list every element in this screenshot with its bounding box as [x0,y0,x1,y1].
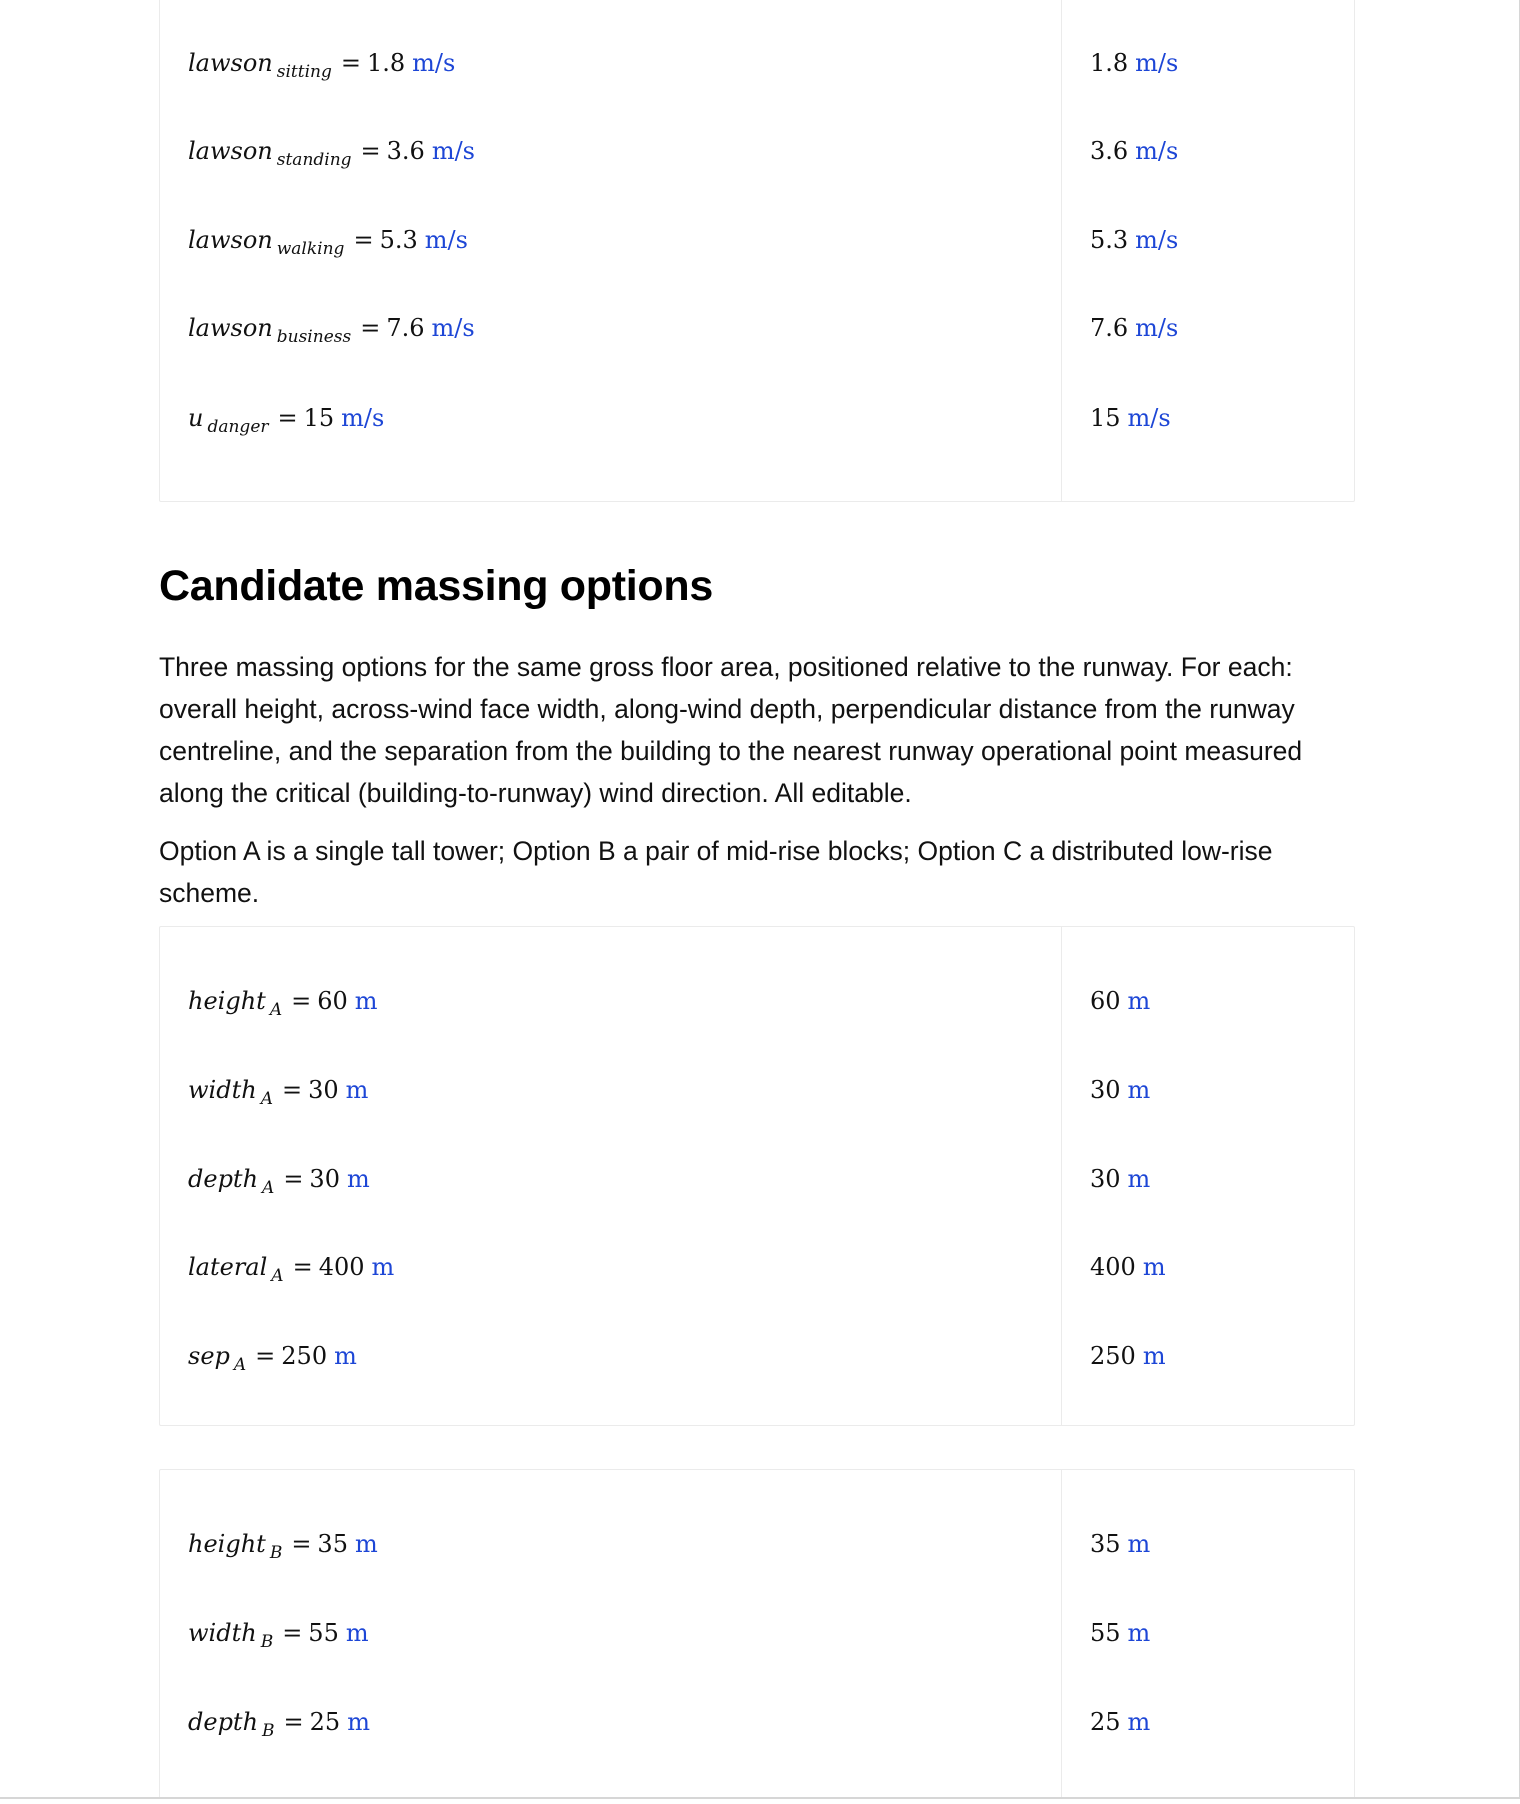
variable-subscript: standing [276,150,352,170]
unit-link[interactable]: m [346,1165,370,1193]
variable-name: height [188,987,266,1015]
variable-name: lateral [188,1253,268,1281]
result-value: 55 [1090,1619,1121,1647]
variable-subscript: danger [207,417,269,437]
unit-link[interactable]: m [334,1342,357,1370]
result-unit[interactable]: m/s [1135,137,1179,165]
equation-formula [188,137,475,170]
unit-link[interactable]: m/s [341,404,385,432]
equation-result [1090,1708,1150,1736]
equals-sign: = [360,137,381,165]
unit-link[interactable]: m [354,1530,378,1558]
result-value: 1.8 [1090,49,1129,77]
variable-name: u [188,404,204,432]
equals-sign: = [255,1342,276,1370]
equation-result [1090,49,1178,77]
variable-name: depth [188,1165,259,1193]
unit-link[interactable]: m [345,1076,369,1104]
equation-row-lawson-business[interactable] [160,300,1354,356]
variable-subscript: A [262,1178,275,1198]
equation-result [1090,1076,1150,1104]
equation-row-height-b[interactable] [160,1516,1354,1572]
equation-formula [188,226,468,259]
equation-row-lawson-standing[interactable] [160,123,1354,179]
equals-sign: = [292,1253,313,1281]
variable-name: lawson [188,226,273,254]
value: 250 [281,1342,328,1370]
result-value: 250 [1090,1342,1136,1370]
value: 400 [318,1253,365,1281]
equals-sign: = [360,314,381,342]
result-unit[interactable]: m/s [1135,314,1179,342]
equation-formula [188,49,456,82]
equation-formula [188,1708,370,1741]
result-value: 5.3 [1090,226,1129,254]
variable-subscript: walking [276,239,345,259]
value: 25 [309,1708,341,1736]
equation-row-width-b[interactable] [160,1605,1354,1661]
equation-row-lawson-sitting[interactable] [160,35,1354,91]
equation-result [1090,226,1178,254]
option-a-block [159,926,1355,1426]
variable-name: depth [188,1708,259,1736]
result-value: 15 [1090,404,1121,432]
result-unit[interactable]: m [1127,1165,1151,1193]
unit-link[interactable]: m [354,987,378,1015]
unit-link[interactable]: m [345,1619,369,1647]
equation-row-u-danger[interactable] [160,390,1354,446]
equation-result [1090,404,1171,432]
option-b-block [159,1469,1355,1799]
variable-name: sep [188,1342,230,1370]
result-unit[interactable]: m [1127,1076,1151,1104]
equation-result [1090,987,1150,1015]
equals-sign: = [291,1530,312,1558]
result-unit[interactable]: m/s [1135,49,1179,77]
equation-result [1090,1253,1166,1281]
result-value: 30 [1090,1165,1121,1193]
equals-sign: = [291,987,312,1015]
unit-link[interactable]: m [371,1253,395,1281]
section-heading: Candidate massing options [159,562,713,610]
result-unit[interactable]: m/s [1127,404,1171,432]
equals-sign: = [281,1076,303,1104]
unit-link[interactable]: m/s [424,226,468,254]
result-value: 3.6 [1090,137,1129,165]
equation-row-lateral-a[interactable] [160,1239,1354,1295]
equation-row-depth-b[interactable] [160,1694,1354,1750]
equals-sign: = [277,404,298,432]
result-value: 400 [1090,1253,1136,1281]
equation-formula [188,314,475,347]
equation-formula [188,1165,370,1198]
value: 7.6 [386,314,425,342]
unit-link[interactable]: m [347,1708,370,1736]
unit-link[interactable]: m/s [431,314,475,342]
equation-row-depth-a[interactable] [160,1151,1354,1207]
result-unit[interactable]: m [1127,1619,1151,1647]
variable-subscript: sitting [276,62,332,82]
result-value: 25 [1090,1708,1121,1736]
value: 35 [317,1530,348,1558]
result-value: 30 [1090,1076,1121,1104]
equation-result [1090,314,1178,342]
unit-link[interactable]: m/s [412,49,456,77]
variable-name: lawson [188,137,273,165]
variable-name: width [188,1619,257,1647]
result-value: 35 [1090,1530,1121,1558]
variable-subscript: A [269,1000,283,1020]
equation-row-sep-a[interactable] [160,1328,1354,1384]
equals-sign: = [283,1165,304,1193]
variable-subscript: B [262,1721,275,1741]
equals-sign: = [340,49,361,77]
equation-formula [188,1076,369,1109]
value: 60 [317,987,348,1015]
result-unit[interactable]: m [1142,1253,1166,1281]
result-unit[interactable]: m/s [1135,226,1179,254]
options-paragraph: Option A is a single tall tower; Option B a pair of mid-rise blocks; Option C a distributed low-rise scheme. [159,836,1273,908]
equals-sign: = [283,1708,304,1736]
value: 30 [308,1076,339,1104]
variable-subscript: A [233,1355,247,1375]
result-unit[interactable]: m [1142,1342,1166,1370]
value: 3.6 [386,137,425,165]
equation-formula [188,1342,357,1375]
value: 1.8 [366,49,406,77]
value: 30 [309,1165,340,1193]
value: 55 [308,1619,339,1647]
equation-result [1090,1619,1150,1647]
variable-subscript: B [269,1543,283,1563]
equation-row-height-a[interactable] [160,973,1354,1029]
equals-sign: = [282,1619,303,1647]
value: 15 [303,404,335,432]
variable-name: width [188,1076,257,1104]
result-value: 7.6 [1090,314,1129,342]
equation-formula [188,1530,378,1563]
equation-result [1090,1530,1150,1558]
variable-subscript: A [260,1089,273,1109]
equation-formula [188,1619,369,1652]
wind-criteria-block [159,0,1355,502]
value: 5.3 [379,226,418,254]
equation-result [1090,1165,1150,1193]
equation-formula [188,404,385,437]
result-value: 60 [1090,987,1121,1015]
equation-result [1090,1342,1166,1370]
intro-paragraph: Three massing options for the same gross floor area, positioned relative to the runway. For each: overall height, across-wind face width, along-wind depth, perpendicular distance from the runway centreline, and the separation from the building to the nearest runway operational point measured along the critical (building-to-runway) wind direction. All editable. [159,652,1303,808]
equation-row-width-a[interactable] [160,1062,1354,1118]
result-unit[interactable]: m [1127,1530,1151,1558]
equation-formula [188,987,378,1020]
result-unit[interactable]: m [1127,1708,1151,1736]
result-unit[interactable]: m [1127,987,1151,1015]
variable-subscript: B [260,1632,274,1652]
variable-subscript: A [271,1266,284,1286]
variable-name: lawson [188,49,273,77]
equation-formula [188,1253,395,1286]
variable-name: lawson [188,314,273,342]
unit-link[interactable]: m/s [431,137,475,165]
equation-result [1090,137,1178,165]
variable-name: height [188,1530,266,1558]
variable-subscript: business [276,327,352,347]
equals-sign: = [353,226,374,254]
equation-row-lawson-walking[interactable] [160,212,1354,268]
